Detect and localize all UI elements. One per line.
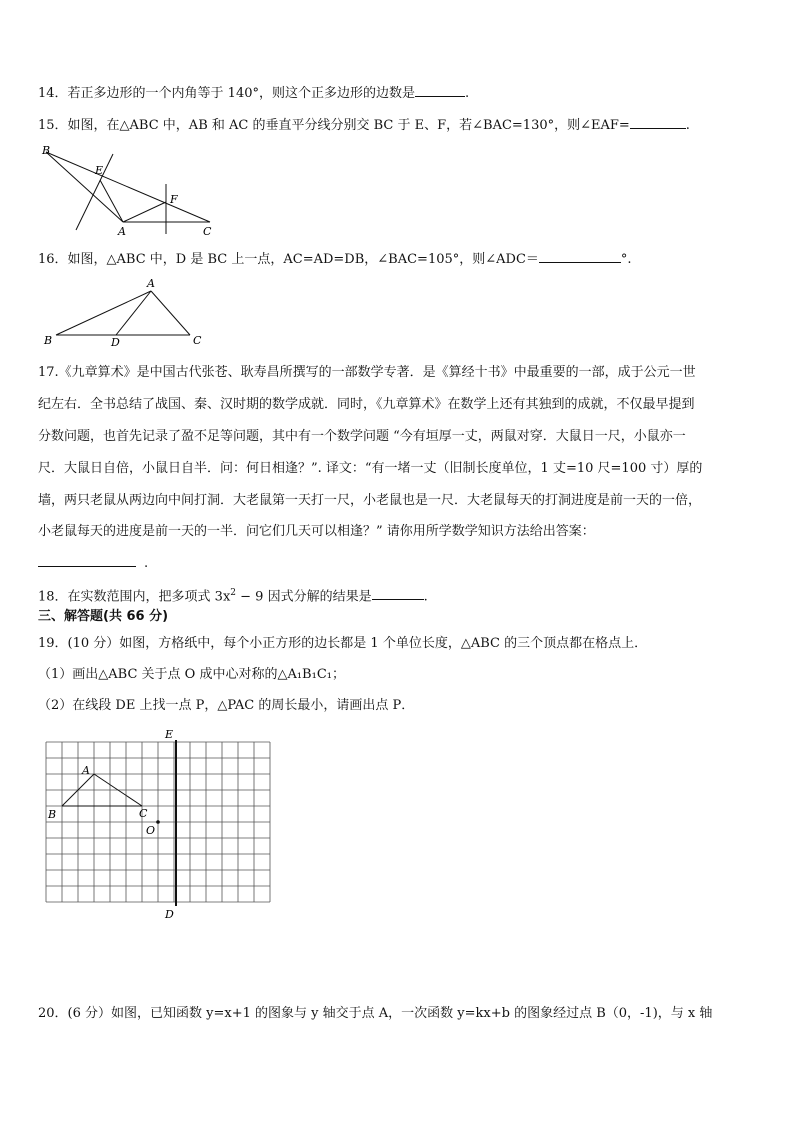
label-f: F (170, 193, 178, 206)
question-17-line-2: 纪左右．全书总结了战国、秦、汉时期的数学成就．同时，《九章算术》在数学上还有其独到的成就，不仅最早提到 (38, 397, 695, 412)
question-15-end: . (685, 118, 690, 133)
question-15 (38, 116, 690, 134)
segment-ad (116, 291, 151, 335)
label-e: E (165, 728, 174, 741)
question-17-line-4: 尺．大鼠日自倍，小鼠日自半．问：何日相逢？”. 译文：“有一堵一丈（旧制长度单位，1 丈=10 尺=100 寸）厚的 (38, 461, 703, 476)
label-b: B (44, 334, 53, 347)
label-d: D (111, 336, 120, 347)
figure-q19-grid (38, 726, 278, 922)
question-19-part-1: （1）画出△ABC 关于点 O 成中心对称的△A₁B₁C₁； (38, 667, 345, 682)
question-16 (38, 250, 632, 268)
question-14-text: 14．若正多边形的一个内角等于 140°，则这个正多边形的边数是 (38, 86, 415, 101)
question-17-end: . (144, 556, 149, 571)
segment-ac (151, 291, 190, 335)
label-b: B (42, 144, 51, 157)
label-d: D (165, 908, 174, 921)
answer-blank[interactable] (539, 250, 621, 263)
answer-blank[interactable] (630, 116, 686, 129)
question-17-line-3: 分数问题，也首先记录了盈不足等问题，其中有一个数学问题 “今有垣厚一丈，两鼠对穿．大鼠日一尺，小鼠亦一 (38, 429, 686, 444)
label-c: C (139, 807, 148, 820)
label-a: A (147, 277, 155, 290)
question-20: 20．(6 分）如图，已知函数 y=x+1 的图象与 y 轴交于点 A，一次函数 y=kx+b 的图象经过点 B（0，-1)，与 x 轴 (38, 1006, 713, 1021)
segment-bc (46, 152, 210, 222)
question-16-end: °. (620, 252, 632, 267)
question-17-line-6: 小老鼠每天的进度是前一天的一半．问它们几天可以相逢？” 请你用所学数学知识方法给出答案： (38, 524, 595, 539)
label-b: B (48, 808, 57, 821)
figure-q16-triangle (38, 275, 208, 347)
label-c: C (203, 225, 212, 238)
label-a: A (118, 225, 126, 238)
question-17-line-5: 墙，两只老鼠从两边向中间打洞．大老鼠第一天打一尺，小老鼠也是一尺．大老鼠每天的打洞进度是前一天的一倍， (38, 493, 702, 508)
question-14-end: . (465, 86, 470, 101)
segment-af (123, 202, 166, 222)
question-14 (38, 84, 469, 102)
question-19-part-2: （2）在线段 DE 上找一点 P，△PAC 的周长最小，请画出点 P． (38, 698, 415, 713)
question-17-answer-line (38, 554, 148, 572)
segment-ba (56, 291, 151, 335)
label-c: C (193, 334, 202, 347)
question-18-exponent: 2 (230, 588, 237, 598)
question-18-text-before: 18．在实数范围内，把多项式 3x (38, 589, 231, 605)
answer-blank[interactable] (38, 554, 136, 567)
answer-blank[interactable] (372, 587, 424, 600)
question-17-line-1: 17.《九章算术》是中国古代张苍、耿寿昌所撰写的一部数学专著．是《算经十书》中最重要的一部，成于公元一世 (38, 365, 696, 380)
question-18 (38, 585, 428, 605)
label-o: O (146, 824, 156, 837)
section-heading: 三、解答题(共 66 分) (38, 609, 169, 624)
question-15-text: 15．如图，在△ABC 中，AB 和 AC 的垂直平分线分别交 BC 于 E、F，若∠BAC=130°，则∠EAF= (38, 118, 630, 133)
point-o (156, 820, 160, 824)
answer-blank[interactable] (415, 84, 465, 97)
question-18-text-after: − 9 因式分解的结果是 (236, 589, 372, 605)
question-16-text: 16．如图，△ABC 中，D 是 BC 上一点，AC=AD=DB，∠BAC=105°，则∠ADC＝ (38, 252, 539, 267)
segment-ae (100, 180, 123, 222)
question-18-end: . (423, 589, 428, 605)
label-a: A (82, 764, 90, 777)
question-19: 19．(10 分）如图，方格纸中，每个小正方形的边长都是 1 个单位长度，△ABC 的三个顶点都在格点上． (38, 636, 648, 651)
figure-q15-triangle (38, 142, 228, 238)
label-e: E (95, 164, 104, 177)
